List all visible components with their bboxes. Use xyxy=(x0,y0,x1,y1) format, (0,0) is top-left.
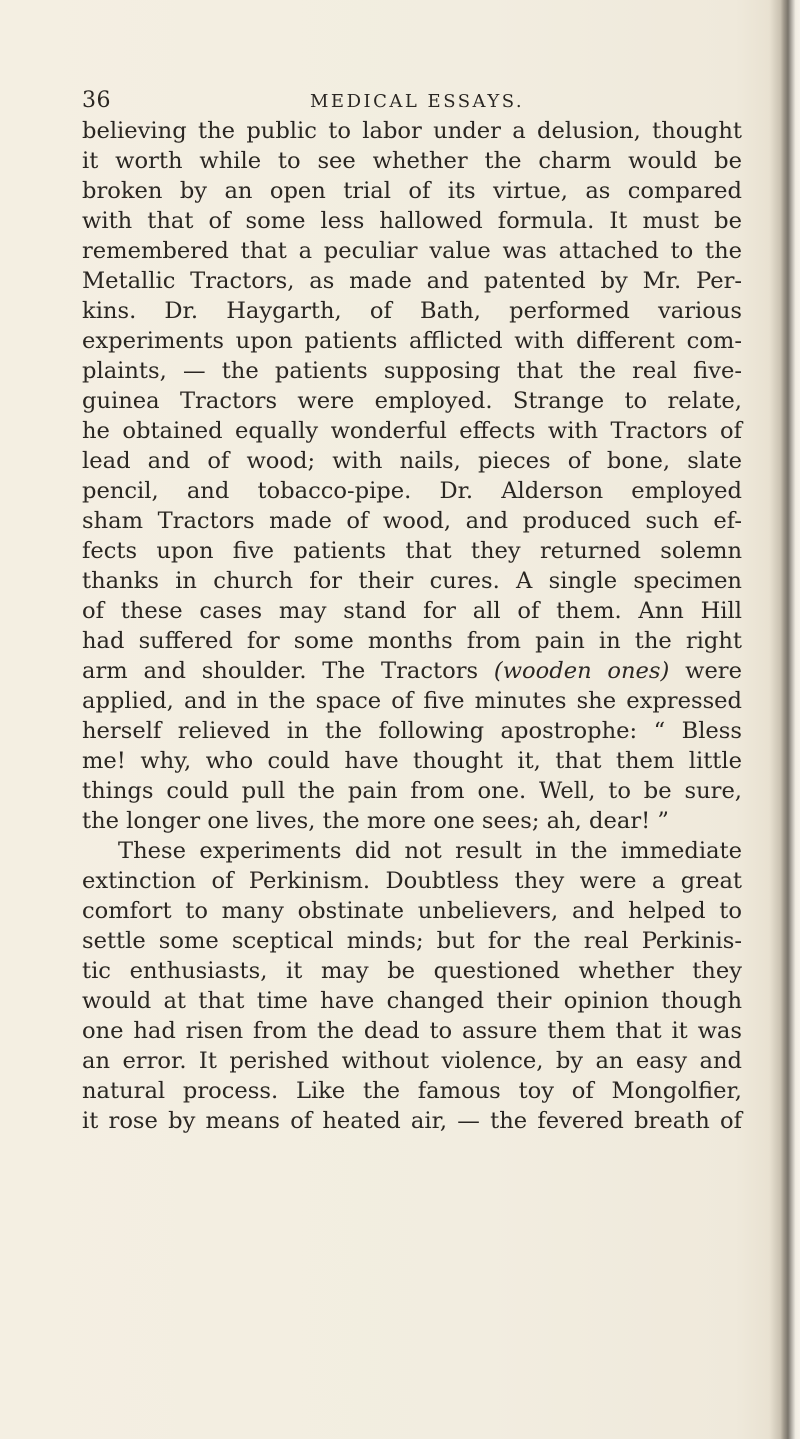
text-line: broken by an open trial of its virtue, as compared xyxy=(82,178,742,204)
text-line: guinea Tractors were employed. Strange to relate, xyxy=(82,388,742,414)
text-line: experiments upon patients afflicted with different com- xyxy=(82,328,742,354)
paragraph-end-line: the longer one lives, the more one sees; ah, dear! ” xyxy=(82,808,669,834)
text-line: me! why, who could have thought it, that them little xyxy=(82,748,742,774)
text-line: settle some sceptical minds; but for the real Perkinis- xyxy=(82,928,742,954)
page-header xyxy=(82,88,722,118)
text-line: with that of some less hallowed formula. It must be xyxy=(82,208,742,234)
text-line: fects upon five patients that they returned solemn xyxy=(82,538,742,564)
text-line: it worth while to see whether the charm would be xyxy=(82,148,742,174)
text-line: pencil, and tobacco-pipe. Dr. Alderson employed xyxy=(82,478,742,504)
text-line: applied, and in the space of five minutes she expressed xyxy=(82,688,742,714)
text-line: an error. It perished without violence, by an easy and xyxy=(82,1048,742,1074)
spine-shadow xyxy=(770,0,800,1439)
text-line: sham Tractors made of wood, and produced such ef- xyxy=(82,508,742,534)
text-line: thanks in church for their cures. A single specimen xyxy=(82,568,742,594)
text-line: lead and of wood; with nails, pieces of bone, slate xyxy=(82,448,742,474)
text-line: natural process. Like the famous toy of Mongolfier, xyxy=(82,1078,742,1104)
text-line-italic-parenthetical xyxy=(82,656,742,686)
text-line: tic enthusiasts, it may be questioned whether they xyxy=(82,958,742,984)
text-line: plaints, — the patients supposing that the real five- xyxy=(82,358,742,384)
text-line: of these cases may stand for all of them. Ann Hill xyxy=(82,598,742,624)
running-head: MEDICAL ESSAYS. xyxy=(310,91,525,112)
text-line: would at that time have changed their opinion though xyxy=(82,988,742,1014)
text-segment: arm and shoulder. The Tractors xyxy=(82,658,494,684)
italic-phrase: (wooden ones) xyxy=(493,658,670,684)
page-number: 36 xyxy=(82,88,111,113)
text-line: extinction of Perkinism. Doubtless they were a great xyxy=(82,868,742,894)
text-line: herself relieved in the following apostrophe: “ Bless xyxy=(82,718,742,744)
text-line: it rose by means of heated air, — the fevered breath of xyxy=(82,1108,742,1134)
body-text xyxy=(82,116,742,1136)
text-segment: were xyxy=(669,658,742,684)
text-line: remembered that a peculiar value was attached to the xyxy=(82,238,742,264)
text-line: believing the public to labor under a delusion, thought xyxy=(82,118,742,144)
text-line: things could pull the pain from one. Well, to be sure, xyxy=(82,778,742,804)
text-line: kins. Dr. Haygarth, of Bath, performed various xyxy=(82,298,742,324)
text-line: one had risen from the dead to assure them that it was xyxy=(82,1018,742,1044)
text-line: he obtained equally wonderful effects with Tractors of xyxy=(82,418,742,444)
text-line: Metallic Tractors, as made and patented by Mr. Per- xyxy=(82,268,742,294)
text-line: had suffered for some months from pain in the right xyxy=(82,628,742,654)
text-line: comfort to many obstinate unbelievers, and helped to xyxy=(82,898,742,924)
paragraph-start-line: These experiments did not result in the immediate xyxy=(118,838,742,864)
